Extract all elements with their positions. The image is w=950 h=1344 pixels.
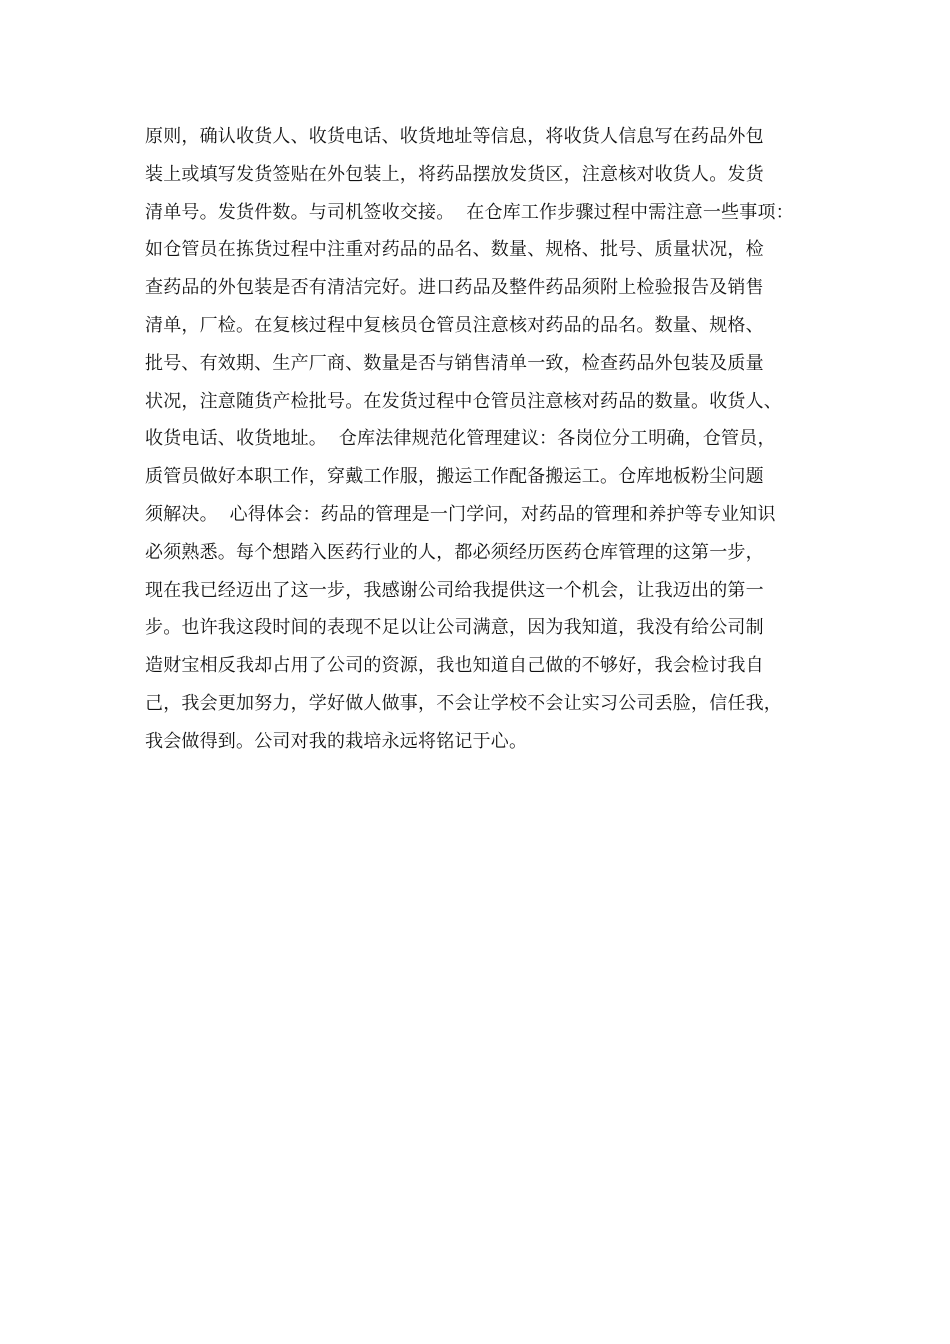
text-line: 须解决。 心得体会：药品的管理是一门学问，对药品的管理和养护等专业知识 — [145, 503, 776, 525]
text-line: 质管员做好本职工作，穿戴工作服，搬运工作配备搬运工。仓库地板粉尘问题 — [145, 466, 764, 488]
text-line: 原则，确认收货人、收货电话、收货地址等信息，将收货人信息写在药品外包 — [145, 126, 764, 147]
text-line: 状况，注意随货产检批号。在发货过程中仓管员注意核对药品的数量。收货人、 — [145, 390, 782, 412]
text-line: 己，我会更加努力，学好做人做事，不会让学校不会让实习公司丢脸，信任我， — [145, 692, 782, 714]
text-line: 清单，厂检。在复核过程中复核员仓管员注意核对药品的品名。数量、规格、 — [145, 314, 764, 336]
body-paragraph — [145, 118, 825, 761]
text-line: 批号、有效期、生产厂商、数量是否与销售清单一致，检查药品外包装及质量 — [145, 352, 764, 374]
text-line: 步。也许我这段时间的表现不足以让公司满意，因为我知道，我没有给公司制 — [145, 617, 764, 639]
text-line: 查药品的外包装是否有清洁完好。进口药品及整件药品须附上检验报告及销售 — [145, 277, 764, 299]
text-line: 如仓管员在拣货过程中注重对药品的品名、数量、规格、批号、质量状况，检 — [145, 239, 764, 261]
text-line: 清单号。发货件数。与司机签收交接。 在仓库工作步骤过程中需注意一些事项： — [145, 201, 794, 223]
text-line: 造财宝相反我却占用了公司的资源，我也知道自己做的不够好，我会检讨我自 — [145, 655, 764, 677]
text-line: 我会做得到。公司对我的栽培永远将铭记于心。 — [145, 730, 528, 752]
text-line: 收货电话、收货地址。 仓库法律规范化管理建议：各岗位分工明确，仓管员， — [145, 428, 776, 450]
text-line: 装上或填写发货签贴在外包装上，将药品摆放发货区，注意核对收货人。发货 — [145, 163, 764, 185]
text-line: 现在我已经迈出了这一步，我感谢公司给我提供这一个机会，让我迈出的第一 — [145, 579, 764, 601]
text-line: 必须熟悉。每个想踏入医药行业的人，都必须经历医药仓库管理的这第一步， — [145, 541, 764, 563]
